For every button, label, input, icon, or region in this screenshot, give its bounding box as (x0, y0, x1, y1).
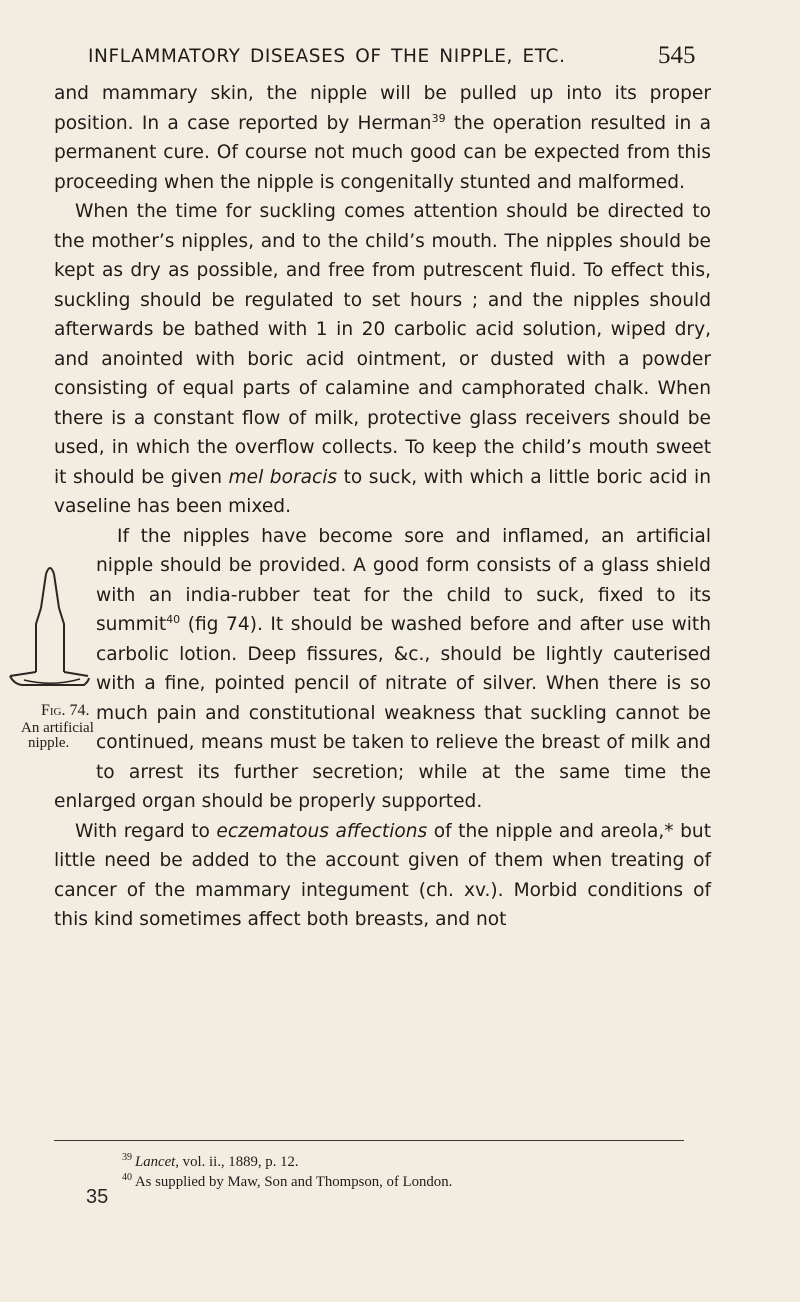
paragraph-3-text-b: (fig 74). It should be washed before and after use with carbolic lotion. Deep fissures, &c., should be lightly cauterised with a fine, pointed pencil of nitrate of silver. When there is so much pain and constitutional weakness that suckling cannot be continued, means must be taken to relieve the breast of milk and to arrest its further secretion; while at the same time the enlarged organ should be properly supported. (54, 614, 711, 812)
paragraph-2-text-b: to suck, with which a little boric acid in vaseline has been mixed. (54, 466, 711, 517)
body-text (21, 79, 712, 935)
paragraph-1-tail: the operation resulted in a permanent cure. Of course not much good can be expected from this proceeding when the nipple is congenitally stunted and malformed. (54, 112, 712, 193)
paragraph-4-text-b: of the nipple and areola,* but little need be added to the account given of them when treating of cancer of the mammary integument (ch. xv.). Morbid conditions of this kind sometimes affect both breasts, and not (54, 820, 711, 930)
paragraph-2-italic: mel boracis (228, 466, 338, 488)
footnote-ref-40: 40 (166, 612, 181, 626)
running-title: INFLAMMATORY DISEASES OF THE NIPPLE, ETC. (88, 46, 566, 67)
footnote-39-text: vol. ii., 1889, p. 12. (178, 1153, 299, 1170)
paragraph-4-text-a: With regard to (75, 820, 217, 842)
paragraph-2-text-a: When the time for suckling comes attention should be directed to the mother’s nipples, and to the child’s mouth. The nipples should be kept as dry as possible, and free from putrescent fluid. To effect this, suckling should be regulated to set hours ; and the nipples should afterwards be bathed with 1 in 20 carbolic acid solution, wiped dry, and anointed with boric acid ointment, or dusted with a powder consisting of equal parts of calamine and camphorated chalk. When there is a constant flow of milk, protective glass receivers should be used, in which the overflow collects. To keep the child’s mouth sweet it should be given (54, 201, 711, 488)
figure-caption-line-2: nipple. (28, 734, 70, 751)
footnote-40-marker: 40 (122, 1172, 132, 1183)
figure-number: Fig. 74. (41, 701, 90, 719)
paragraph-3 (21, 522, 711, 817)
artificial-nipple-illustration (0, 522, 96, 702)
page-number: 545 (658, 42, 696, 69)
footnote-39-marker: 39 (122, 1152, 132, 1163)
figure-74 (0, 522, 96, 776)
footnote-40-text: As supplied by Maw, Son and Thompson, of London. (135, 1173, 453, 1190)
paragraph-4 (54, 817, 711, 935)
paragraph-2 (54, 197, 711, 522)
figure-caption-line-1: An artificial (21, 719, 94, 736)
footnote-39 (122, 1149, 299, 1171)
paragraph-1-text: and mammary skin, the nipple will be pulled up into its proper position. In a case reported by Herman (54, 83, 711, 134)
footnote-ref-39: 39 (431, 111, 446, 125)
footnote-divider (54, 1140, 684, 1141)
paragraph-3-text-a: If the nipples have become sore and inflamed, an artificial nipple should be provided. A good form consists of a glass shield with an india-rubber teat for the child to suck, fixed to its summit (96, 525, 711, 635)
signature-mark: 35 (86, 1186, 109, 1208)
footnote-40 (122, 1169, 452, 1191)
paragraph-1 (54, 79, 711, 197)
paragraph-4-italic: eczematous affections (216, 820, 428, 842)
footnote-39-journal: Lancet, (135, 1153, 179, 1170)
